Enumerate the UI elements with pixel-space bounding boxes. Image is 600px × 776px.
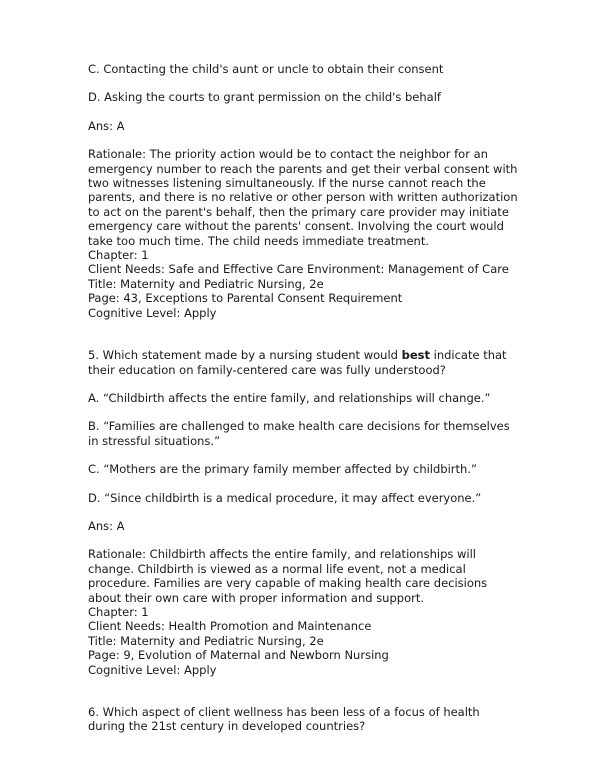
q5-page: Page: 9, Evolution of Maternal and Newborn Nursing [88, 648, 389, 663]
q5-cognitive-level: Cognitive Level: Apply [88, 662, 217, 677]
prev-title: Title: Maternity and Pediatric Nursing, 2e [88, 276, 324, 291]
prev-cognitive-level: Cognitive Level: Apply [88, 305, 217, 320]
q5-title: Title: Maternity and Pediatric Nursing, 2e [88, 633, 324, 648]
q5-option-d: D. “Since childbirth is a medical procedure, it may affect everyone.” [88, 490, 482, 505]
prev-rationale: Rationale: The priority action would be to contact the neighbor for an emergency number to reach the parents and get their verbal consent with two witnesses listening simultaneously. If the nurse cannot reach the parents, and there is no relative or other person with written authorization to act on the parent's behalf, then the primary care provider may initiate emergency care without the parents' consent. Involving the court would take too much time. The child needs immediate treatment. [88, 147, 518, 248]
question-6-stem: 6. Which aspect of client wellness has been less of a focus of health during the 21st century in developed countries? [88, 705, 480, 734]
prev-option-d: D. Asking the courts to grant permission on the child's behalf [88, 90, 441, 105]
question-5-stem-part1: 5. Which statement made by a nursing student would [88, 348, 402, 363]
q5-answer: Ans: A [88, 518, 125, 533]
prev-client-needs: Client Needs: Safe and Effective Care Environment: Management of Care [88, 262, 509, 277]
q5-rationale: Rationale: Childbirth affects the entire family, and relationships will change. Childbirth is viewed as a normal life event, not a medical procedure. Families are very capable of making health care decisions about their own care with proper information and support. [88, 547, 488, 605]
document-page [88, 62, 518, 734]
q5-option-b: B. “Families are challenged to make health care decisions for themselves in stressful situations.” [88, 419, 510, 448]
question-5-stem-emphasis: best [401, 348, 430, 363]
prev-answer: Ans: A [88, 118, 125, 133]
question-5-stem-part2: indicate that their education on family-centered care was fully understood? [88, 348, 507, 377]
prev-page: Page: 43, Exceptions to Parental Consent Requirement [88, 291, 403, 306]
q5-chapter: Chapter: 1 [88, 604, 149, 619]
prev-chapter: Chapter: 1 [88, 248, 149, 263]
q5-option-a: A. “Childbirth affects the entire family, and relationships will change.” [88, 390, 491, 405]
q5-option-c: C. “Mothers are the primary family member affected by childbirth.” [88, 462, 477, 477]
prev-option-c: C. Contacting the child's aunt or uncle to obtain their consent [88, 62, 444, 76]
q5-client-needs: Client Needs: Health Promotion and Maintenance [88, 619, 372, 634]
question-5-stem [88, 348, 518, 377]
